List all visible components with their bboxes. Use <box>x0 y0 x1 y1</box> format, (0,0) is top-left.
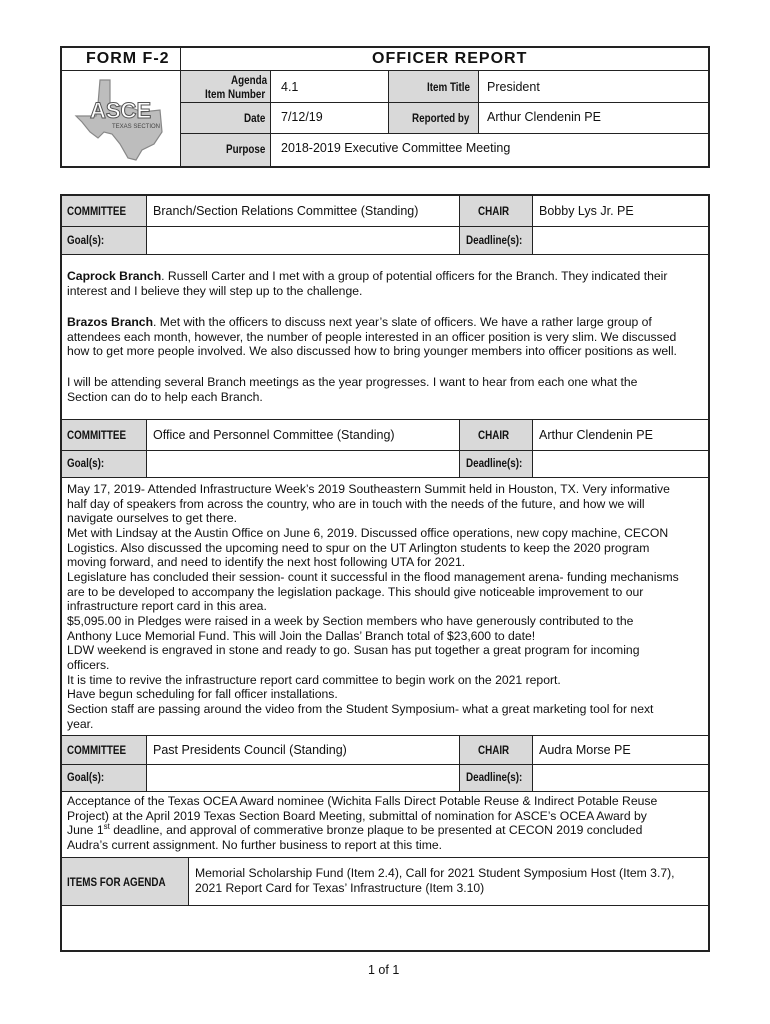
committee-3-body-part-2: deadline, and approval of commerative bronze plaque to be presented at CECON 2019 concluded Audra’s current assignment. No further business to report at this time. <box>67 823 643 852</box>
caprock-branch-text: . Russell Carter and I met with a group of potential officers for the Branch. They indicated their interest and I believe they will step up to the challenge. <box>67 269 668 298</box>
date-label: Date <box>244 111 266 125</box>
form-id: FORM F-2 <box>86 50 170 67</box>
agenda-items-text: Memorial Scholarship Fund (Item 2.4), Call for 2021 Student Symposium Host (Item 3.7), 2021 Report Card for Texas’ Infrastructure (Item 3.10) <box>195 866 675 895</box>
committee-1-name: Branch/Section Relations Committee (Standing) <box>153 204 419 218</box>
asce-texas-logo <box>70 74 174 164</box>
agenda-label-2: Item Number <box>205 87 266 101</box>
brazos-branch-text: . Met with the officers to discuss next year’s slate of officers. We have a rather large group of attendees each month, however, the number of people interested in an officer position is very slim. We discussed how to get more people involved. We also discussed how to bring younger members into officer positions as well. <box>67 315 677 359</box>
report-title: OFFICER REPORT <box>372 50 528 67</box>
page-number: 1 of 1 <box>368 963 400 977</box>
reported-by-label: Reported by <box>412 111 470 125</box>
committee-3-chair: Audra Morse PE <box>539 743 631 757</box>
committee-1-paragraph-2 <box>67 315 707 359</box>
committee-1-chair-label: CHAIR <box>478 204 510 218</box>
logo-sub-text: TEXAS SECTION <box>112 124 161 130</box>
committee-3-chair-label: CHAIR <box>478 743 510 757</box>
logo-main-text: ASCE <box>90 98 152 123</box>
committee-3-name: Past Presidents Council (Standing) <box>153 743 347 757</box>
items-for-agenda-label: ITEMS FOR AGENDA <box>67 875 166 889</box>
committee-3-body <box>67 794 707 852</box>
reported-by-value: Arthur Clendenin PE <box>487 110 601 124</box>
item-title-label: Item Title <box>427 80 471 94</box>
purpose-value: 2018-2019 Executive Committee Meeting <box>281 141 511 155</box>
committee-2-deadline-label: Deadline(s): <box>466 456 523 470</box>
committee-3-goals-label: Goal(s): <box>67 770 105 784</box>
caprock-branch-heading: Caprock Branch <box>67 269 162 283</box>
committee-1-goals-label: Goal(s): <box>67 233 105 247</box>
date-value: 7/12/19 <box>281 110 323 124</box>
committee-1-paragraph-1 <box>67 269 707 298</box>
committee-2-body: May 17, 2019- Attended Infrastructure Week’s 2019 Southeastern Summit held in Houston, TX. Very informative half day of speakers from across the country, who are in touch with the needs of the future, and how we will navigate ourselves to get there. Met with Lindsay at the Austin Office on June 6, 2019. Discussed office operations, new copy machine, CECON Logistics. Also discussed the upcoming need to spur on the UT Arlington students to keep the 2020 program moving forward, and need to identify the next host following UTA for 2021. Legislature has concluded their session- count it successful in the flood management arena- funding mechanisms are to be developed to accompany the legislation package. This should give noticeable improvement to our infrastructure report card in this area. $5,095.00 in Pledges were raised in a week by Section members who have generously contributed to the Anthony Luce Memorial Fund. This will Join the Dallas’ Branch total of $23,600 to date! LDW weekend is engraved in stone and ready to go. Susan has put together a great program for incoming officers. It is time to revive the infrastructure report card committee to begin work on the 2021 report. Have begun scheduling for fall officer installations. Section staff are passing around the video from the Student Symposium- what a great marketing tool for next year. <box>67 482 679 731</box>
purpose-label: Purpose <box>226 142 266 156</box>
committee-3-deadline-label: Deadline(s): <box>466 770 523 784</box>
committee-2-goals-label: Goal(s): <box>67 456 105 470</box>
committee-1-deadline-label: Deadline(s): <box>466 233 523 247</box>
agenda-label-1: Agenda <box>231 73 268 87</box>
committee-2-name: Office and Personnel Committee (Standing) <box>153 428 395 442</box>
brazos-branch-heading: Brazos Branch <box>67 315 154 329</box>
agenda-value: 4.1 <box>281 80 299 94</box>
committee-2-chair-label: CHAIR <box>478 428 510 442</box>
committee-3-body-superscript: st <box>103 822 110 832</box>
committee-3-label: COMMITTEE <box>67 743 127 757</box>
committee-2-label: COMMITTEE <box>67 428 127 442</box>
committee-1-chair: Bobby Lys Jr. PE <box>539 204 634 218</box>
committee-1-label: COMMITTEE <box>67 204 127 218</box>
item-title-value: President <box>487 80 540 94</box>
committee-1-paragraph-3: I will be attending several Branch meetings as the year progresses. I want to hear from each one what the Section can do to help each Branch. <box>67 375 638 404</box>
committee-2-chair: Arthur Clendenin PE <box>539 428 653 442</box>
committee-3-body-part-1: Acceptance of the Texas OCEA Award nominee (Wichita Falls Direct Potable Reuse & Indirect Potable Reuse Project) at the April 2019 Texas Section Board Meeting, submittal of nomination for ASCE’s OCEA Award by June 1 <box>67 794 658 838</box>
